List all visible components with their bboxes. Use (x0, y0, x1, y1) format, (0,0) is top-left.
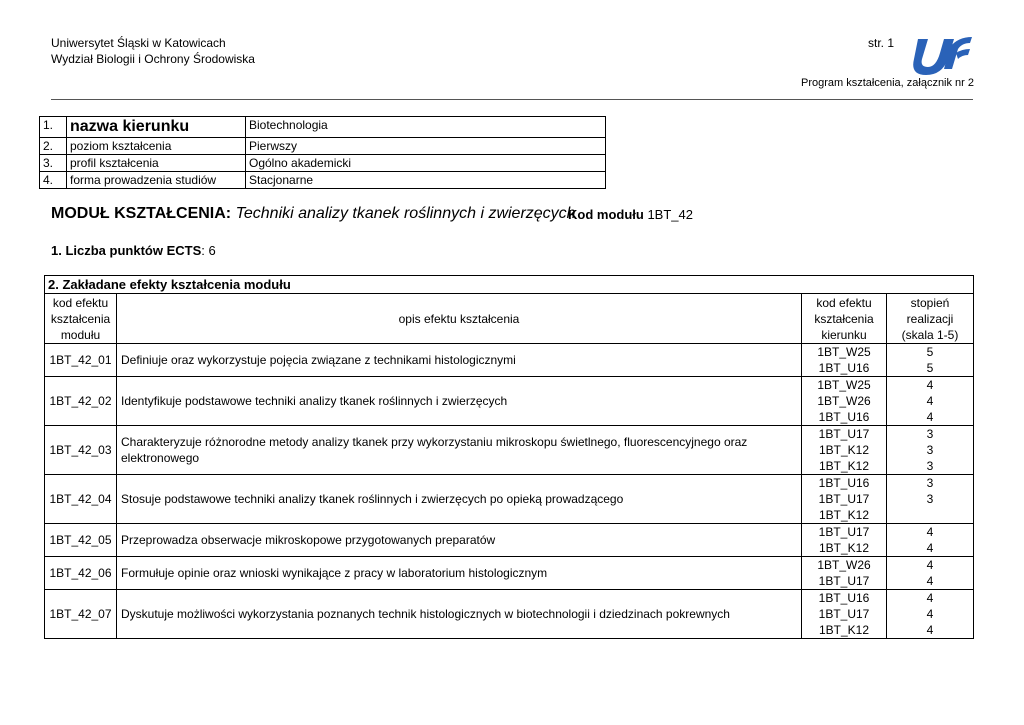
row-number: 1. (40, 117, 67, 138)
field-label: forma prowadzenia studiów (67, 172, 246, 189)
field-value: Biotechnologia (246, 117, 606, 138)
direction-codes (802, 590, 887, 639)
table-header-row (45, 294, 974, 344)
realization-degree: 4 (926, 623, 934, 637)
realization-degrees (887, 590, 974, 639)
realization-degrees (887, 344, 974, 377)
direction-code: 1BT_W25 (817, 378, 871, 392)
direction-code: 1BT_K12 (818, 623, 870, 637)
field-value: Stacjonarne (246, 172, 606, 189)
realization-degree: 5 (926, 345, 934, 359)
realization-degree: 4 (926, 574, 934, 588)
direction-code: 1BT_U16 (818, 410, 870, 424)
realization-degree: 3 (926, 443, 934, 457)
realization-degrees (887, 557, 974, 590)
outcome-code: 1BT_42_02 (45, 377, 117, 426)
outcome-description: Formułuje opinie oraz wnioski wynikające z pracy w laboratorium histologicznym (117, 557, 802, 590)
realization-degree: 4 (926, 607, 934, 621)
faculty-name: Wydział Biologii i Ochrony Środowiska (51, 52, 255, 66)
section-title: 2. Zakładane efekty kształcenia modułu (45, 276, 974, 294)
header-degree: stopień realizacji (skala 1-5) (887, 294, 974, 344)
outcome-code: 1BT_42_03 (45, 426, 117, 475)
realization-degree: 3 (926, 476, 934, 490)
module-code-label: Kod modułu (568, 207, 644, 222)
direction-code: 1BT_W26 (817, 558, 871, 572)
realization-degree: 4 (926, 558, 934, 572)
table-row (40, 117, 606, 138)
page-number: str. 1 (868, 36, 895, 50)
direction-code: 1BT_U17 (818, 607, 870, 621)
row-number: 3. (40, 155, 67, 172)
realization-degree: 3 (926, 427, 934, 441)
header-divider (51, 99, 973, 100)
direction-code: 1BT_W26 (817, 394, 871, 408)
header-direction-code: kod efektu kształcenia kierunku (802, 294, 887, 344)
university-logo-icon (912, 33, 974, 80)
field-value: Pierwszy (246, 138, 606, 155)
realization-degrees (887, 426, 974, 475)
table-row (45, 524, 974, 557)
direction-code: 1BT_U17 (818, 525, 870, 539)
realization-degree: 3 (926, 492, 934, 506)
field-label: poziom kształcenia (67, 138, 246, 155)
module-name: Techniki analizy tkanek roślinnych i zwierzęcych (235, 205, 576, 222)
outcome-description: Stosuje podstawowe techniki analizy tkanek roślinnych i zwierzęcych po opieką prowadzącego (117, 475, 802, 524)
outcome-code: 1BT_42_05 (45, 524, 117, 557)
realization-degree: 4 (926, 378, 934, 392)
table-row (40, 155, 606, 172)
realization-degree: 4 (926, 541, 934, 555)
table-section-header (45, 276, 974, 294)
outcome-code: 1BT_42_06 (45, 557, 117, 590)
outcome-description: Charakteryzuje różnorodne metody analizy tkanek przy wykorzystaniu mikroskopu świetlnego, fluorescencyjnego oraz elektronowego (117, 426, 802, 475)
outcome-code: 1BT_42_07 (45, 590, 117, 639)
module-title (51, 204, 576, 224)
university-name: Uniwersytet Śląski w Katowicach (51, 36, 226, 50)
table-row (40, 172, 606, 189)
direction-code: 1BT_K12 (818, 443, 870, 457)
realization-degree (890, 507, 970, 523)
table-row (40, 138, 606, 155)
direction-code: 1BT_U17 (818, 427, 870, 441)
direction-codes (802, 426, 887, 475)
table-row (45, 344, 974, 377)
program-info-table (39, 116, 606, 189)
field-label: nazwa kierunku (67, 117, 246, 138)
realization-degree: 4 (926, 410, 934, 424)
table-row (45, 426, 974, 475)
realization-degree: 3 (926, 459, 934, 473)
program-attachment: Program kształcenia, załącznik nr 2 (801, 77, 975, 89)
outcome-description: Definiuje oraz wykorzystuje pojęcia związane z technikami histologicznymi (117, 344, 802, 377)
direction-code: 1BT_U17 (818, 492, 870, 506)
direction-code: 1BT_K12 (818, 459, 870, 473)
row-number: 2. (40, 138, 67, 155)
outcome-code: 1BT_42_01 (45, 344, 117, 377)
realization-degree: 4 (926, 591, 934, 605)
direction-code: 1BT_U16 (818, 476, 870, 490)
direction-code: 1BT_U16 (818, 591, 870, 605)
header-module-code: kod efektu kształcenia modułu (45, 294, 117, 344)
ects-label: 1. Liczba punktów ECTS (51, 243, 202, 258)
realization-degree: 4 (926, 525, 934, 539)
outcome-code: 1BT_42_04 (45, 475, 117, 524)
outcome-description: Identyfikuje podstawowe techniki analizy tkanek roślinnych i zwierzęcych (117, 377, 802, 426)
ects-points (51, 243, 216, 259)
direction-code: 1BT_K12 (818, 541, 870, 555)
direction-codes (802, 557, 887, 590)
direction-code: 1BT_U17 (818, 574, 870, 588)
table-row (45, 590, 974, 639)
table-row (45, 377, 974, 426)
row-number: 4. (40, 172, 67, 189)
direction-code: 1BT_W25 (817, 345, 871, 359)
direction-codes (802, 344, 887, 377)
realization-degrees (887, 475, 974, 524)
direction-codes (802, 377, 887, 426)
direction-code: 1BT_U16 (818, 361, 870, 375)
outcome-description: Przeprowadza obserwacje mikroskopowe przygotowanych preparatów (117, 524, 802, 557)
learning-outcomes-table (44, 275, 974, 639)
direction-codes (802, 524, 887, 557)
realization-degree: 4 (926, 394, 934, 408)
field-label: profil kształcenia (67, 155, 246, 172)
table-row (45, 475, 974, 524)
ects-value: : 6 (201, 243, 216, 258)
module-code (568, 206, 693, 224)
module-code-value: 1BT_42 (647, 207, 693, 222)
realization-degrees (887, 524, 974, 557)
outcome-description: Dyskutuje możliwości wykorzystania poznanych technik histologicznych w biotechnologii i dziedzinach pokrewnych (117, 590, 802, 639)
direction-codes (802, 475, 887, 524)
table-row (45, 557, 974, 590)
direction-code: 1BT_K12 (818, 508, 870, 522)
header-description: opis efektu kształcenia (117, 294, 802, 344)
field-value: Ogólno akademicki (246, 155, 606, 172)
realization-degrees (887, 377, 974, 426)
realization-degree: 5 (926, 361, 934, 375)
module-label: MODUŁ KSZTAŁCENIA: (51, 205, 232, 222)
